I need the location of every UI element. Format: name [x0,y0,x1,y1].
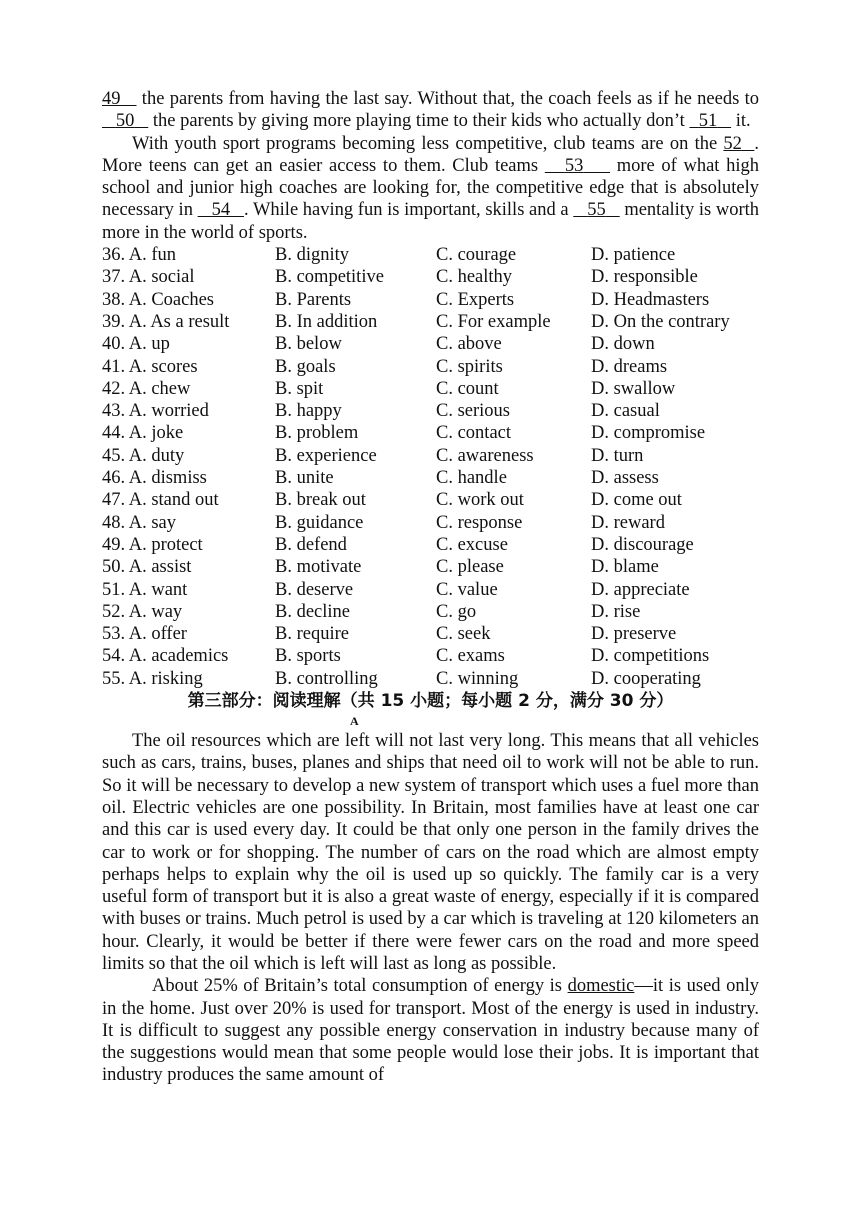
option-a: 45. A. duty [102,445,185,466]
option-b: B. dignity [275,245,350,266]
option-a: 42. A. chew [102,378,191,399]
option-b: B. sports [275,646,341,667]
cloze-text: . While having fun is important, skills and a [244,200,574,221]
option-b: B. unite [275,468,334,489]
option-a: 50. A. assist [102,557,192,578]
option-d: D. competitions [591,646,710,667]
option-a: 46. A. dismiss [102,468,207,489]
option-b: B. guidance [275,512,364,533]
cloze-text: the parents by giving more playing time to their kids who actually don’t [148,111,690,132]
option-a: 41. A. scores [102,356,198,377]
option-row [102,512,759,534]
option-row [102,534,759,556]
option-b: B. In addition [275,311,378,332]
option-b: B. deserve [275,579,354,600]
option-a: 48. A. say [102,512,176,533]
option-c: C. healthy [436,267,513,288]
option-a: 51. A. want [102,579,188,600]
option-c: C. value [436,579,498,600]
cloze-text: more of what high school and junior high coaches are looking for, the competitive edge that is absolutely necessary in [102,155,760,221]
option-row [102,623,759,645]
option-a: 37. A. social [102,267,195,288]
option-c: C. serious [436,401,510,422]
option-c: C. exams [436,646,505,667]
options-list [102,244,759,690]
option-a: 38. A. Coaches [102,289,215,310]
underlined-word: domestic [567,976,635,997]
option-row [102,579,759,601]
option-a: 55. A. risking [102,668,203,689]
cloze-paragraph-continued [102,88,759,133]
option-row [102,356,759,378]
blank-55: 55 [587,200,606,221]
cloze-text: mentality is worth more in the world of sports. [102,200,759,243]
option-b: B. problem [275,423,359,444]
option-b: B. defend [275,534,347,555]
option-d: D. cooperating [591,668,701,689]
option-d: D. dreams [591,356,668,377]
option-a: 44. A. joke [102,423,184,444]
blank-50: 50 [115,111,135,132]
reading-paragraph-2: About 25% of Britain’s total consumption of energy is domestic—it is used only in the home. Just over 20% is used for transport. Most of the energy is used in industry. It is difficult to suggest any possible energy conservation in industry because many of the suggestions would mean that some people would lose their jobs. It is important that industry produces the same amount of [102,976,759,1086]
option-d: D. patience [591,245,676,266]
option-row [102,467,759,489]
option-d: D. discourage [591,534,694,555]
option-row [102,645,759,667]
option-c: C. spirits [436,356,503,377]
blank-54: 54 [211,200,231,221]
option-d: D. responsible [591,267,698,288]
option-b: B. competitive [275,267,384,288]
option-c: C. excuse [436,534,508,555]
option-c: C. count [436,378,499,399]
option-c: C. For example [436,311,551,332]
option-a: 43. A. worried [102,401,209,422]
option-a: 52. A. way [102,601,183,622]
option-c: C. handle [436,468,507,489]
blank-52: 52 [723,133,742,154]
option-row [102,289,759,311]
option-d: D. compromise [591,423,706,444]
option-c: C. go [436,601,477,622]
option-c: C. awareness [436,445,534,466]
option-b: B. goals [275,356,336,377]
option-d: D. casual [591,401,660,422]
option-row [102,311,759,333]
option-b: B. below [275,334,342,355]
option-d: D. blame [591,557,659,578]
option-a: 53. A. offer [102,624,187,645]
passage-letter: A [350,714,359,729]
option-row [102,244,759,266]
option-d: D. preserve [591,624,677,645]
option-c: C. work out [436,490,524,511]
option-row [102,378,759,400]
option-d: D. On the contrary [591,311,730,332]
reading-paragraph-1: The oil resources which are left will not last very long. This means that all vehicles such as cars, trains, buses, planes and ships that need oil to work will not be able to run. So it will be necessary to develop a new system of transport which uses a fuel more than oil. Electric vehicles are one possibility. In Britain, most families have at least one car and this car is used every day. It could be that only one person in the family drives the car to work or for shopping. The number of cars on the road which are almost empty perhaps helps to explain why the oil is used up so quickly. The family car is a very useful form of transport but it is also a great waste of energy, especially if it is compared with buses or trains. Much petrol is used by a car which is traveling at 120 kilometers an hour. Clearly, it would be better if there were fewer cars on the road and more speed limits so that the oil which is left will last as long as possible. [102,731,759,974]
option-b: B. require [275,624,349,645]
option-row [102,556,759,578]
option-b: B. break out [275,490,366,511]
option-a: 39. A. As a result [102,311,230,332]
cloze-text: the parents from having the last say. Without that, the coach feels as if he needs to [136,89,759,109]
option-d: D. turn [591,445,644,466]
option-d: D. assess [591,468,659,489]
option-row [102,422,759,444]
cloze-text: . More teens can get an easier access to them. Club teams [102,133,760,176]
option-d: D. rise [591,601,641,622]
option-d: D. Headmasters [591,289,710,310]
option-row [102,601,759,623]
option-c: C. courage [436,245,517,266]
section-title: 第三部分：阅读理解（共 15 小题；每小题 2 分，满分 30 分） [187,691,674,712]
option-d: D. down [591,334,655,355]
option-row [102,489,759,511]
option-b: B. controlling [275,668,378,689]
option-d: D. come out [591,490,682,511]
option-d: D. swallow [591,378,676,399]
option-a: 54. A. academics [102,646,229,667]
option-row [102,668,759,690]
option-row [102,266,759,288]
option-a: 47. A. stand out [102,490,219,511]
option-b: B. decline [275,601,351,622]
option-b: B. spit [275,378,324,399]
option-a: 36. A. fun [102,245,176,266]
option-row [102,333,759,355]
cloze-text: With youth sport programs becoming less competitive, club teams are on the [132,133,724,154]
option-c: C. above [436,334,502,355]
option-c: C. seek [436,624,491,645]
option-b: B. experience [275,445,377,466]
cloze-text: it. [731,111,751,132]
option-b: B. motivate [275,557,362,578]
exam-page [102,88,759,1087]
option-b: B. Parents [275,289,352,310]
option-d: D. appreciate [591,579,690,600]
option-b: B. happy [275,401,342,422]
cloze-paragraph-2 [102,133,759,244]
option-row [102,445,759,467]
option-c: C. Experts [436,289,515,310]
option-d: D. reward [591,512,665,533]
option-a: 40. A. up [102,334,170,355]
option-c: C. winning [436,668,519,689]
option-row [102,400,759,422]
option-c: C. response [436,512,523,533]
blank-53: 53 [564,155,584,176]
blank-51: 51 [698,111,718,132]
option-c: C. contact [436,423,512,444]
blank-49: 49 [102,89,121,109]
option-c: C. please [436,557,504,578]
option-a: 49. A. protect [102,534,203,555]
